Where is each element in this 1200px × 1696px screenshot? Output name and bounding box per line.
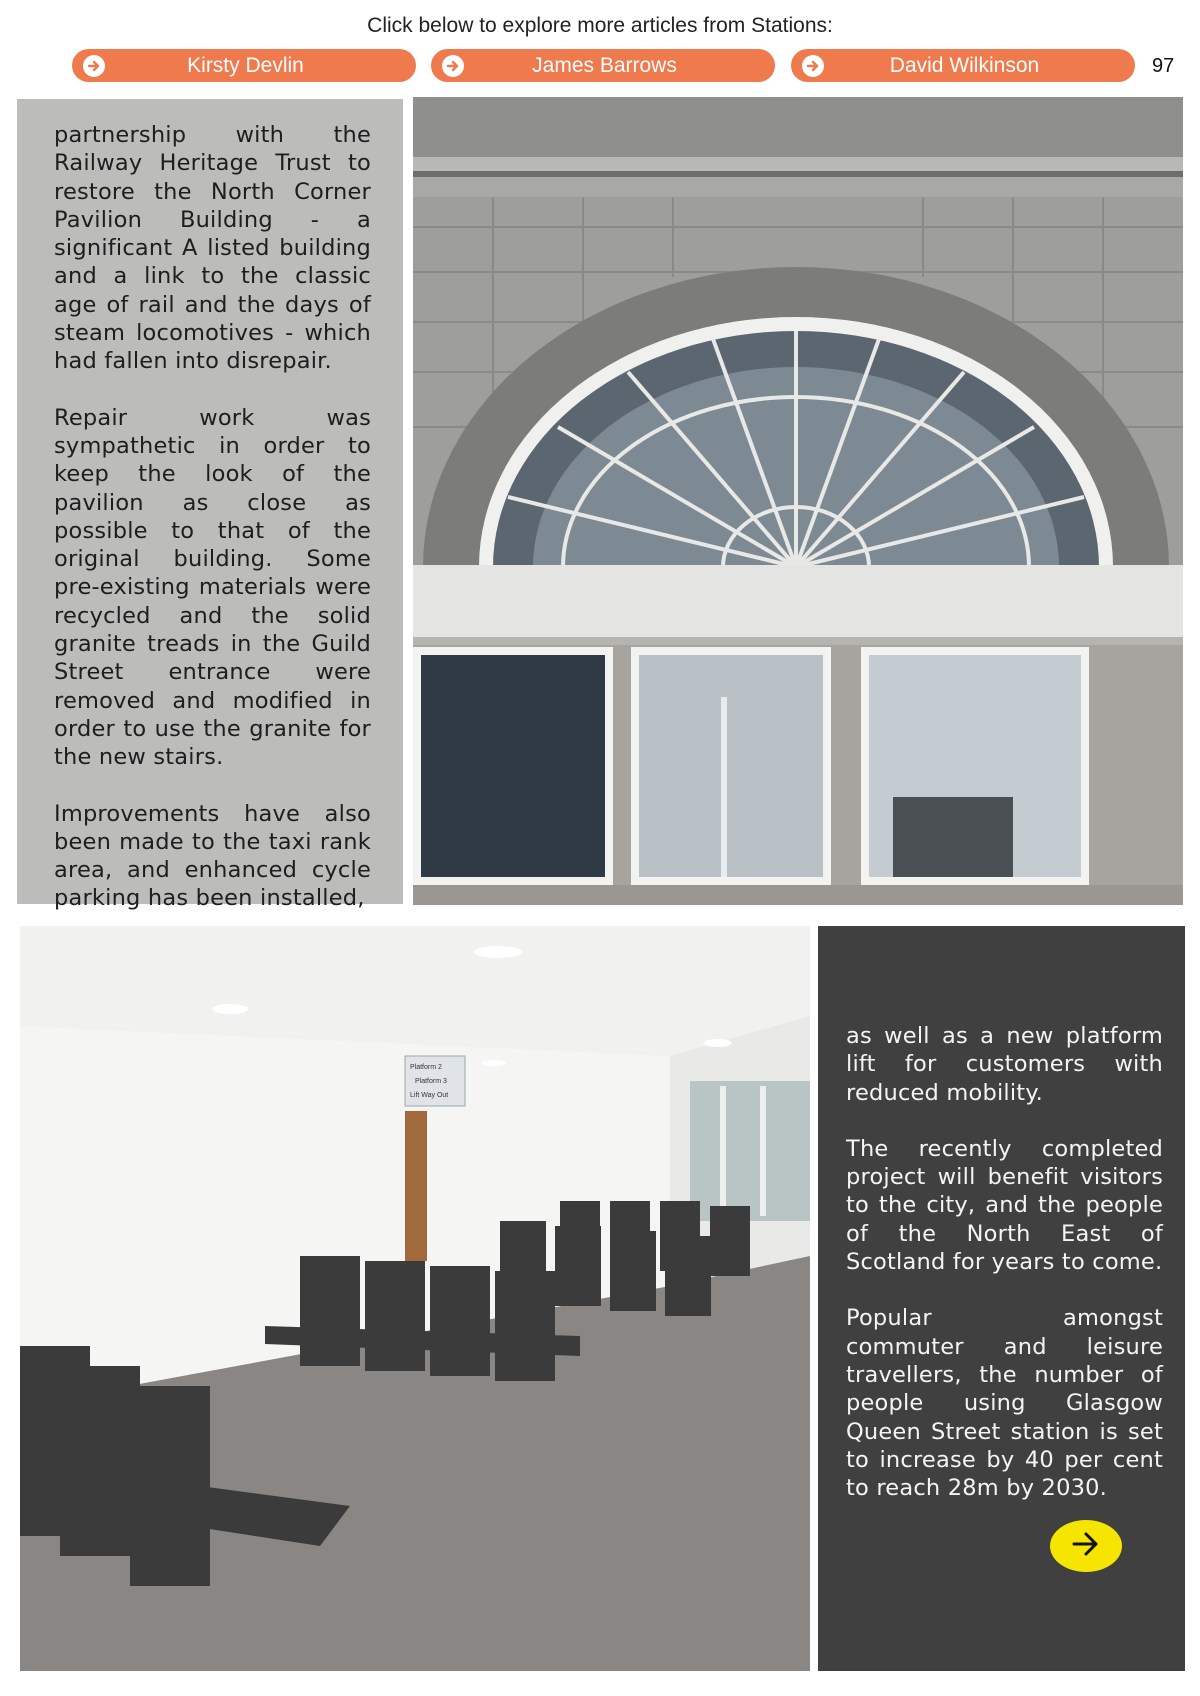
article-text [846,1022,1163,1502]
article-panel-grey [17,99,403,912]
article-panel-dark [818,926,1185,1671]
next-page-button[interactable] [1050,1520,1122,1572]
sign-lift-way-out: Lift Way Out [410,1092,449,1099]
nav-link-kirsty-devlin[interactable] [72,49,416,82]
sign-platform-3: Platform 3 [415,1078,447,1085]
paragraph: The recently completed project will benefit visitors to the city, and the people of the North East of Scotland for years to come. [846,1135,1163,1276]
paragraph: Popular amongst commuter and leisure travellers, the number of people using Glasgow Queen Street station is set to increase by 40 per cent to reach 28m by 2030. [846,1305,1163,1502]
arrow-circle-icon [802,55,824,77]
paragraph: Repair work was sympathetic in order to keep the look of the pavilion as close as possible to that of the original building. Some pre-existing materials were recycled and the solid granite treads in the Guild Street entrance were removed and modified in order to use the granite for the new stairs. [54,404,371,771]
page-number: 97 [1152,55,1175,77]
nav-link-james-barrows[interactable] [431,49,775,82]
nav-link-david-wilkinson[interactable] [791,49,1135,82]
article-text [54,121,371,913]
sign-platform-2: Platform 2 [410,1064,442,1071]
arched-window-photo [413,97,1183,905]
nav-link-label: David Wilkinson [889,53,1040,77]
paragraph: as well as a new platform lift for customers with reduced mobility. [846,1023,1163,1106]
arrow-circle-icon [83,55,105,77]
paragraph: Improvements have also been made to the taxi rank area, and enhanced cycle parking has been installed, [54,800,371,912]
paragraph: partnership with the Railway Heritage Trust to restore the North Corner Pavilion Building - a significant A listed building and a link to the classic age of rail and the days of steam locomotives - which had fallen into disrepair. [54,122,371,375]
arrow-right-icon [1071,1531,1101,1561]
arrow-circle-icon [442,55,464,77]
header-prompt: Click below to explore more articles from Stations: [367,14,833,37]
waiting-room-photo [20,926,810,1671]
nav-link-label: James Barrows [532,53,677,77]
nav-link-label: Kirsty Devlin [187,53,304,77]
